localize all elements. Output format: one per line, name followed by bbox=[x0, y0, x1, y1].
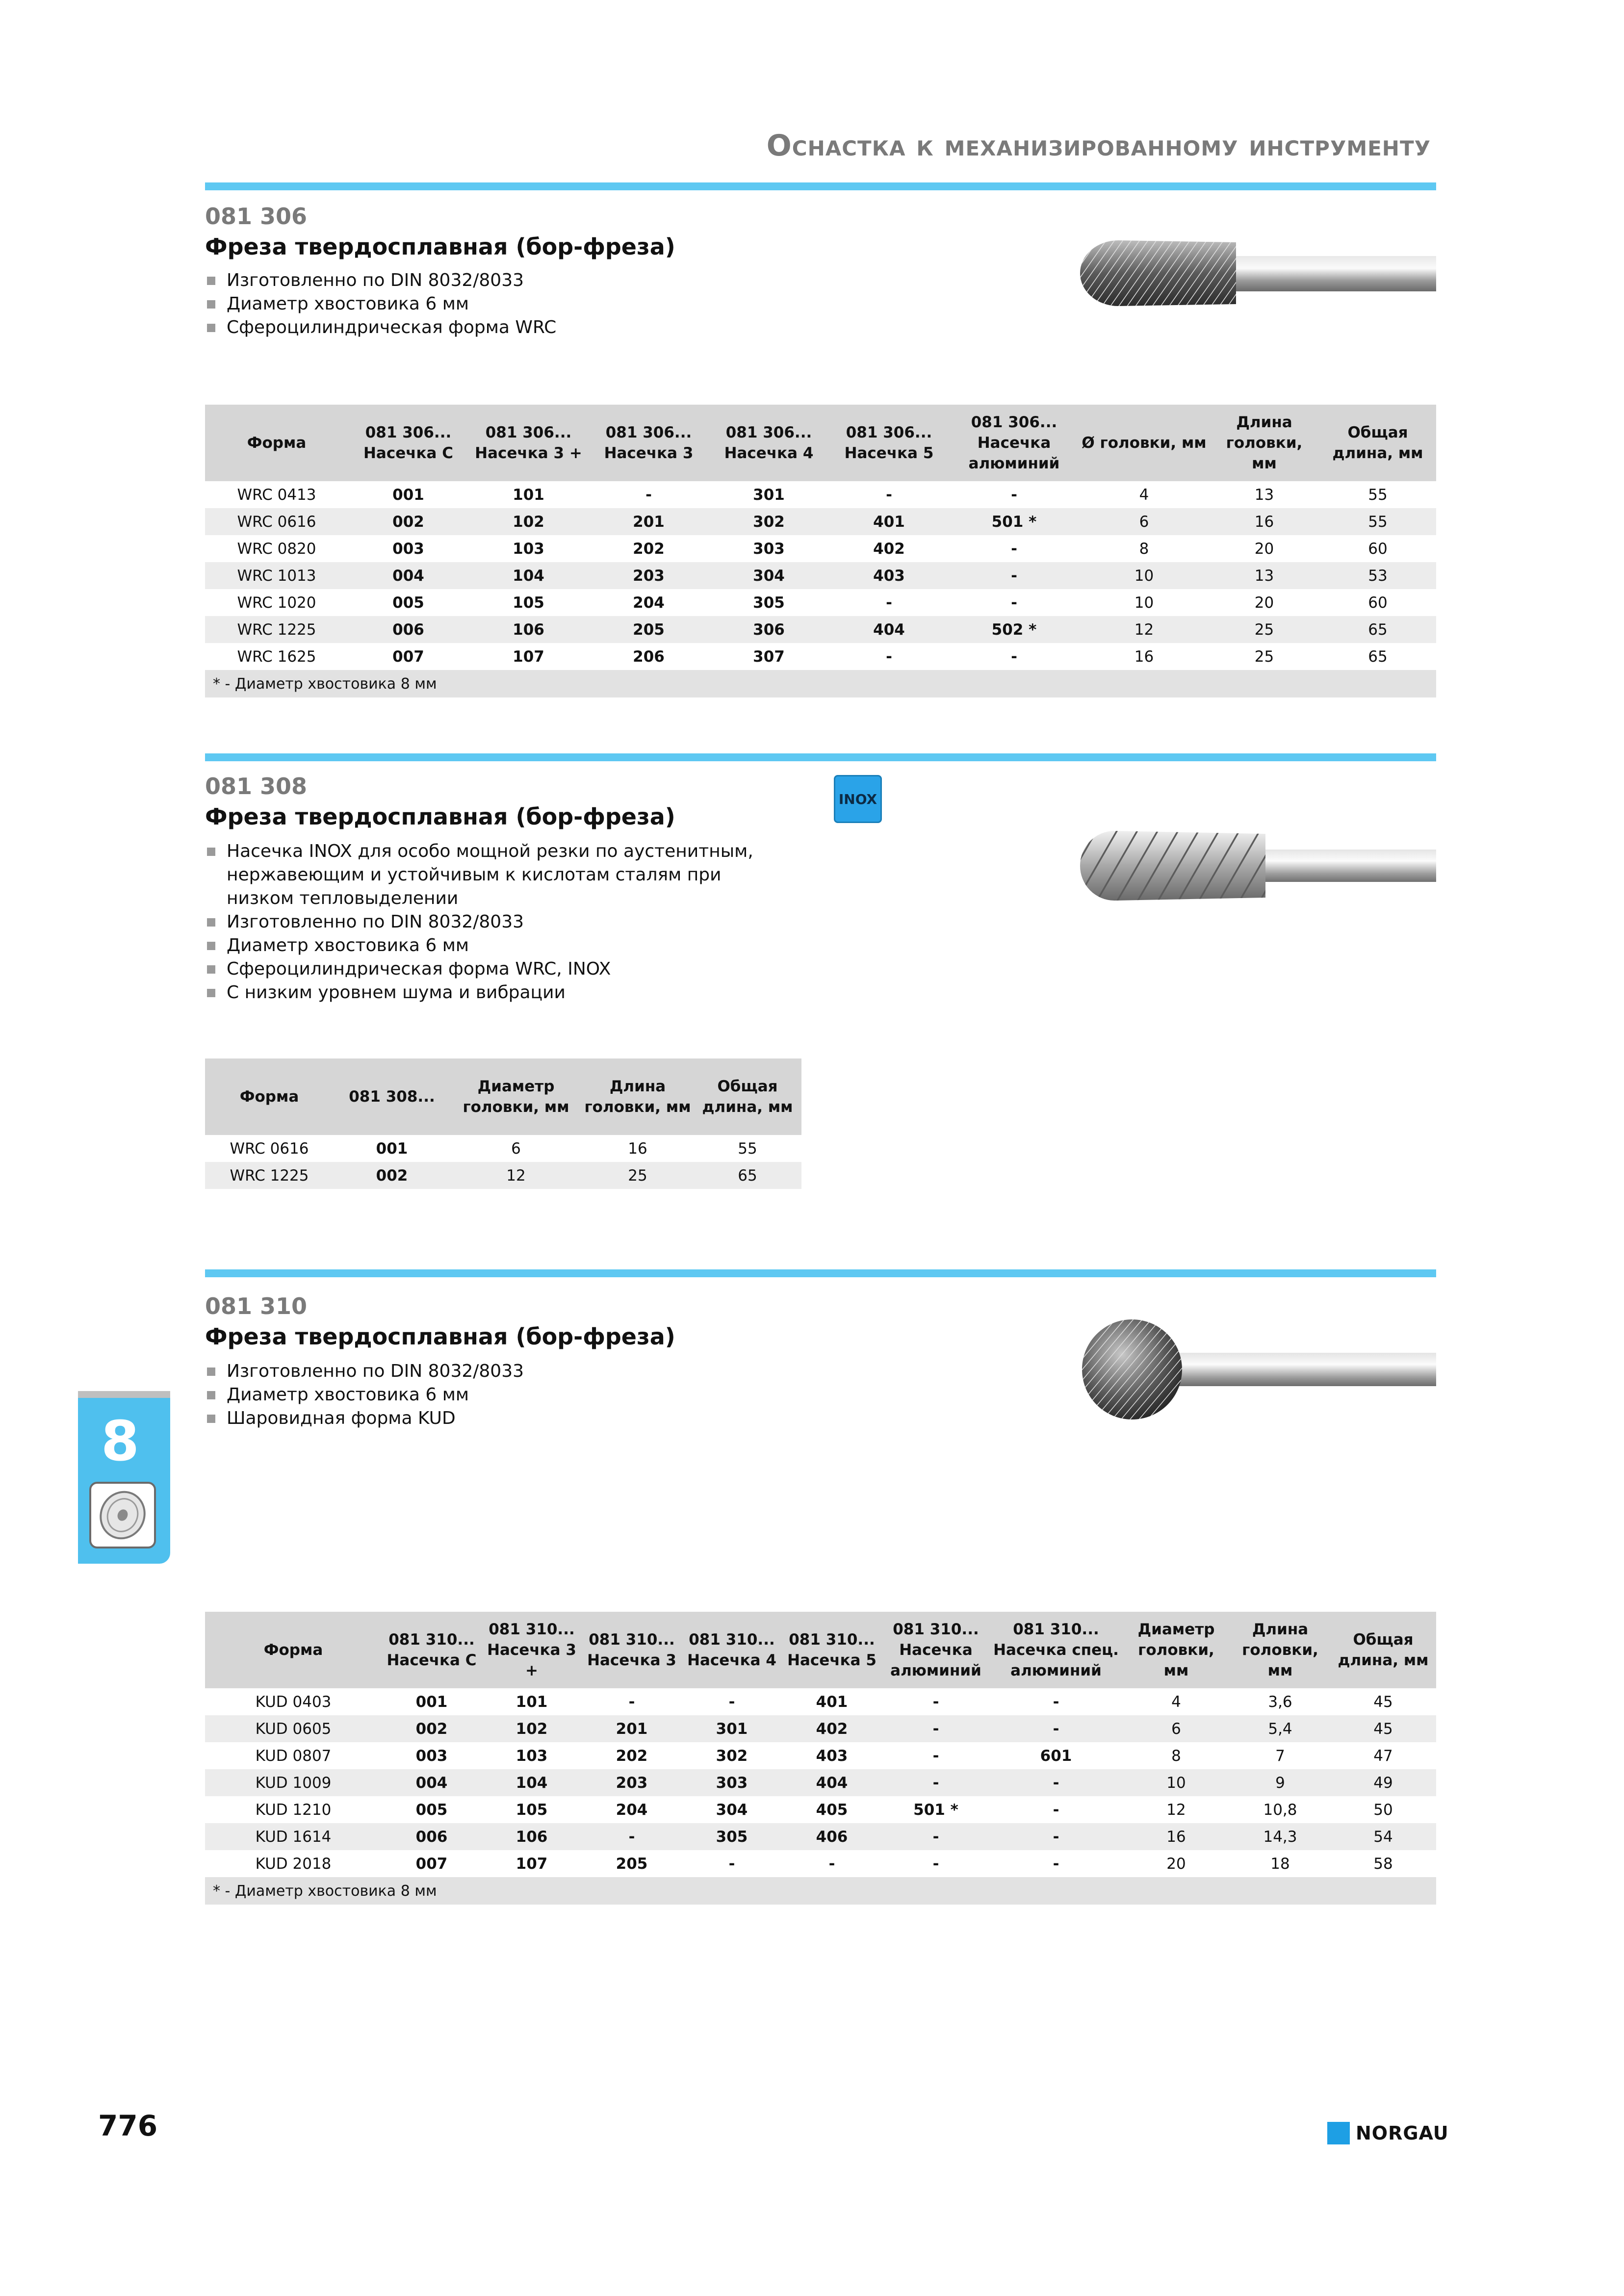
column-header: Длина головки, мм bbox=[1209, 405, 1319, 481]
column-header: 081 310... Насечка алюминий bbox=[882, 1612, 990, 1688]
table-cell: 001 bbox=[392, 486, 424, 504]
table-cell: 102 bbox=[482, 1715, 582, 1742]
table-cell: - bbox=[728, 1855, 735, 1873]
table-cell: 45 bbox=[1330, 1715, 1436, 1742]
table-cell: 004 bbox=[348, 562, 468, 589]
table-cell: 203 bbox=[582, 1769, 682, 1796]
table-cell: - bbox=[990, 1715, 1122, 1742]
table-row bbox=[205, 643, 1436, 670]
column-header: Общая длина, мм bbox=[1319, 405, 1436, 481]
table-cell: 001 bbox=[415, 1693, 448, 1711]
table-header-row bbox=[205, 1612, 1436, 1688]
table-row bbox=[205, 535, 1436, 562]
section-code: 081 310 bbox=[205, 1293, 308, 1319]
table-cell: 101 bbox=[513, 486, 544, 504]
table-cell: - bbox=[1011, 593, 1017, 612]
table-cell: 13 bbox=[1209, 562, 1319, 589]
table-cell: 55 bbox=[1368, 486, 1388, 504]
table-cell: - bbox=[949, 562, 1079, 589]
table-cell: 001 bbox=[376, 1139, 408, 1158]
table-cell: 303 bbox=[682, 1769, 782, 1796]
table-cell: 402 bbox=[873, 540, 905, 558]
table-cell: - bbox=[1011, 647, 1017, 666]
table-row bbox=[205, 1742, 1436, 1769]
feature-item: Насечка INOX для особо мощной резки по аустенитным, нержавеющим и устойчивым к кислотам сталям при низком тепловыделении bbox=[205, 840, 784, 910]
column-header: 081 310... Насечка С bbox=[382, 1612, 482, 1688]
table-cell: 16 bbox=[1122, 1823, 1230, 1850]
table-header-row bbox=[205, 1058, 801, 1135]
table-cell: 45 bbox=[1373, 1693, 1393, 1711]
table-cell: 101 bbox=[516, 1693, 548, 1711]
table-cell: 203 bbox=[589, 562, 709, 589]
chapter-tab[interactable] bbox=[78, 1391, 170, 1564]
table-cell: 007 bbox=[392, 647, 424, 666]
table-cell: WRC 1013 bbox=[205, 562, 348, 589]
table-cell: 20 bbox=[1166, 1855, 1186, 1873]
table-cell: - bbox=[886, 486, 892, 504]
table-cell: 12 bbox=[1079, 616, 1209, 643]
table-cell: 305 bbox=[682, 1823, 782, 1850]
column-header: Длина головки, мм bbox=[582, 1058, 694, 1135]
table-row bbox=[205, 481, 1436, 508]
table-cell: 205 bbox=[616, 1855, 648, 1873]
table-cell: 10 bbox=[1122, 1769, 1230, 1796]
table-cell: 002 bbox=[348, 508, 468, 535]
table-cell: 007 bbox=[415, 1855, 448, 1873]
section-title: Фреза твердосплавная (бор-фреза) bbox=[205, 1323, 675, 1350]
section-divider-bar bbox=[205, 1269, 1436, 1277]
table-row bbox=[205, 1162, 801, 1189]
table-cell: 006 bbox=[382, 1823, 482, 1850]
table-cell: 25 bbox=[1254, 647, 1274, 666]
column-header: Диаметр головки, мм bbox=[450, 1058, 582, 1135]
feature-list bbox=[205, 840, 784, 1005]
table-cell: 105 bbox=[513, 593, 544, 612]
table-cell: 20 bbox=[1254, 593, 1274, 612]
table-cell: 25 bbox=[582, 1162, 694, 1189]
table-row bbox=[205, 1823, 1436, 1850]
column-header: Форма bbox=[205, 1058, 334, 1135]
table-cell: 105 bbox=[516, 1801, 548, 1819]
table-cell: 102 bbox=[468, 508, 589, 535]
column-header: Общая длина, мм bbox=[1330, 1612, 1436, 1688]
grinding-disc-icon bbox=[89, 1481, 156, 1549]
section-title: Фреза твердосплавная (бор-фреза) bbox=[205, 803, 675, 830]
table-cell: 202 bbox=[616, 1747, 648, 1765]
table-cell: 60 bbox=[1368, 593, 1388, 612]
table-cell: 201 bbox=[589, 508, 709, 535]
bur-ball-image bbox=[1074, 1315, 1436, 1422]
table-cell: KUD 0403 bbox=[255, 1693, 332, 1711]
table-cell: 306 bbox=[709, 616, 829, 643]
column-header: 081 310... Насечка 4 bbox=[682, 1612, 782, 1688]
table-row bbox=[205, 1769, 1436, 1796]
table-cell: 307 bbox=[753, 647, 785, 666]
table-cell: 4 bbox=[1171, 1693, 1181, 1711]
table-cell: 55 bbox=[1319, 508, 1436, 535]
table-cell: 58 bbox=[1373, 1855, 1393, 1873]
table-cell: 301 bbox=[682, 1715, 782, 1742]
column-header: Общая длина, мм bbox=[694, 1058, 801, 1135]
table-row bbox=[205, 508, 1436, 535]
table-cell: - bbox=[882, 1715, 990, 1742]
table-header-row bbox=[205, 405, 1436, 481]
table-cell: - bbox=[882, 1769, 990, 1796]
table-cell: 8 bbox=[1171, 1747, 1181, 1765]
column-header: 081 310... Насечка 3 + bbox=[482, 1612, 582, 1688]
table-cell: 12 bbox=[1166, 1801, 1186, 1819]
table-cell: 205 bbox=[589, 616, 709, 643]
table-cell: 006 bbox=[348, 616, 468, 643]
table-cell: 18 bbox=[1270, 1855, 1290, 1873]
table-cell: - bbox=[990, 1823, 1122, 1850]
table-cell: 301 bbox=[753, 486, 785, 504]
table-row bbox=[205, 589, 1436, 616]
feature-item: Диаметр хвостовика 6 мм bbox=[205, 934, 784, 957]
feature-list bbox=[205, 269, 843, 339]
table-cell: 10 bbox=[1134, 593, 1154, 612]
section-title: Фреза твердосплавная (бор-фреза) bbox=[205, 233, 675, 260]
table-cell: 501 * bbox=[913, 1801, 958, 1819]
table-cell: - bbox=[1053, 1855, 1059, 1873]
column-header: 081 306... Насечка С bbox=[348, 405, 468, 481]
table-cell: 401 bbox=[816, 1693, 848, 1711]
table-cell: 12 bbox=[450, 1162, 582, 1189]
table-cell: 106 bbox=[482, 1823, 582, 1850]
table-cell: WRC 0413 bbox=[237, 486, 316, 504]
table-cell: 104 bbox=[482, 1769, 582, 1796]
table-cell: 204 bbox=[616, 1801, 648, 1819]
table-cell: 8 bbox=[1139, 540, 1149, 558]
column-header: 081 306... Насечка 3 + bbox=[468, 405, 589, 481]
table-cell: 002 bbox=[334, 1162, 450, 1189]
table-cell: 406 bbox=[782, 1823, 882, 1850]
table-cell: - bbox=[886, 593, 892, 612]
table-cell: - bbox=[582, 1823, 682, 1850]
table-cell: 107 bbox=[516, 1855, 548, 1873]
table-cell: 302 bbox=[709, 508, 829, 535]
table-cell: 65 bbox=[694, 1162, 801, 1189]
table-cell: - bbox=[1011, 540, 1017, 558]
column-header: Форма bbox=[205, 1612, 382, 1688]
table-row bbox=[205, 562, 1436, 589]
table-row bbox=[205, 1715, 1436, 1742]
table-cell: 303 bbox=[753, 540, 785, 558]
table-cell: WRC 1225 bbox=[205, 616, 348, 643]
feature-item: Диаметр хвостовика 6 мм bbox=[205, 292, 843, 316]
brand-logo bbox=[1327, 2122, 1449, 2144]
table-cell: KUD 0605 bbox=[205, 1715, 382, 1742]
table-cell: KUD 2018 bbox=[255, 1855, 332, 1873]
table-cell: - bbox=[932, 1855, 939, 1873]
spec-table-081-310 bbox=[205, 1612, 1436, 1905]
column-header: 081 310... Насечка спец. алюминий bbox=[990, 1612, 1122, 1688]
column-header: Ø головки, мм bbox=[1079, 405, 1209, 481]
table-cell: 004 bbox=[382, 1769, 482, 1796]
table-note-row bbox=[205, 670, 1436, 697]
table-cell: 107 bbox=[513, 647, 544, 666]
table-cell: 601 bbox=[1040, 1747, 1072, 1765]
table-cell: - bbox=[628, 1693, 635, 1711]
table-cell: 304 bbox=[716, 1801, 748, 1819]
table-cell: 202 bbox=[633, 540, 665, 558]
column-header: Длина головки, мм bbox=[1230, 1612, 1330, 1688]
table-cell: 65 bbox=[1368, 647, 1388, 666]
table-cell: - bbox=[1053, 1693, 1059, 1711]
table-row bbox=[205, 1850, 1436, 1877]
table-cell: KUD 0807 bbox=[255, 1747, 332, 1765]
table-cell: 3,6 bbox=[1268, 1693, 1292, 1711]
feature-item: Изготовленно по DIN 8032/8033 bbox=[205, 910, 784, 934]
table-cell: - bbox=[1053, 1801, 1059, 1819]
brand-name: NORGAU bbox=[1356, 2122, 1449, 2144]
table-cell: - bbox=[1011, 486, 1017, 504]
table-row bbox=[205, 1135, 801, 1162]
inox-badge: INOX bbox=[834, 775, 882, 823]
table-cell: KUD 1614 bbox=[205, 1823, 382, 1850]
feature-item: Сфероцилиндрическая форма WRC bbox=[205, 316, 843, 339]
table-cell: 404 bbox=[829, 616, 949, 643]
table-cell: 103 bbox=[516, 1747, 548, 1765]
table-cell: 103 bbox=[513, 540, 544, 558]
header-accent-bar bbox=[205, 182, 1436, 190]
table-cell: 402 bbox=[782, 1715, 882, 1742]
feature-item: Изготовленно по DIN 8032/8033 bbox=[205, 269, 843, 292]
table-cell: 16 bbox=[1134, 647, 1154, 666]
column-header: Форма bbox=[205, 405, 348, 481]
column-header: 081 310... Насечка 3 bbox=[582, 1612, 682, 1688]
bur-cylindrical-ball-image bbox=[1079, 231, 1436, 316]
section-code: 081 306 bbox=[205, 203, 308, 230]
table-cell: 14,3 bbox=[1230, 1823, 1330, 1850]
column-header: 081 308... bbox=[334, 1058, 450, 1135]
table-row bbox=[205, 616, 1436, 643]
table-cell: 13 bbox=[1254, 486, 1274, 504]
table-cell: 16 bbox=[1209, 508, 1319, 535]
table-cell: 003 bbox=[415, 1747, 448, 1765]
column-header: 081 306... Насечка 5 bbox=[829, 405, 949, 481]
table-cell: 65 bbox=[1319, 616, 1436, 643]
feature-list bbox=[205, 1360, 843, 1430]
spec-table-081-306 bbox=[205, 405, 1436, 697]
table-cell: WRC 1625 bbox=[237, 647, 316, 666]
feature-item: Сфероцилиндрическая форма WRC, INOX bbox=[205, 957, 784, 981]
table-cell: 401 bbox=[829, 508, 949, 535]
table-cell: 002 bbox=[382, 1715, 482, 1742]
table-cell: 47 bbox=[1373, 1747, 1393, 1765]
table-cell: 206 bbox=[633, 647, 665, 666]
table-cell: WRC 0820 bbox=[237, 540, 316, 558]
table-cell: 7 bbox=[1275, 1747, 1285, 1765]
column-header: 081 310... Насечка 5 bbox=[782, 1612, 882, 1688]
chapter-number: 8 bbox=[101, 1410, 139, 1473]
table-cell: 005 bbox=[415, 1801, 448, 1819]
table-cell: 4 bbox=[1139, 486, 1149, 504]
page-number: 776 bbox=[98, 2109, 158, 2142]
table-cell: 404 bbox=[782, 1769, 882, 1796]
table-cell: 302 bbox=[716, 1747, 748, 1765]
table-cell: 501 * bbox=[949, 508, 1079, 535]
table-cell: KUD 1210 bbox=[255, 1801, 332, 1819]
table-cell: 49 bbox=[1330, 1769, 1436, 1796]
table-cell: 502 * bbox=[949, 616, 1079, 643]
table-cell: - bbox=[990, 1769, 1122, 1796]
table-cell: 10 bbox=[1079, 562, 1209, 589]
table-cell: 16 bbox=[628, 1139, 647, 1158]
table-cell: 10,8 bbox=[1263, 1801, 1297, 1819]
table-cell: 104 bbox=[468, 562, 589, 589]
feature-item: Изготовленно по DIN 8032/8033 bbox=[205, 1360, 843, 1383]
table-cell: 25 bbox=[1209, 616, 1319, 643]
table-cell: 54 bbox=[1330, 1823, 1436, 1850]
table-cell: 106 bbox=[468, 616, 589, 643]
table-cell: 60 bbox=[1368, 540, 1388, 558]
table-cell: 305 bbox=[753, 593, 785, 612]
table-cell: 003 bbox=[392, 540, 424, 558]
spec-table-081-308 bbox=[205, 1058, 801, 1189]
table-cell: 201 bbox=[582, 1715, 682, 1742]
column-header: 081 306... Насечка 4 bbox=[709, 405, 829, 481]
table-row bbox=[205, 1688, 1436, 1715]
table-cell: 53 bbox=[1319, 562, 1436, 589]
column-header: 081 306... Насечка 3 bbox=[589, 405, 709, 481]
feature-item: С низким уровнем шума и вибрации bbox=[205, 981, 784, 1005]
table-footnote: * - Диаметр хвостовика 8 мм bbox=[205, 670, 1436, 697]
table-row bbox=[205, 1796, 1436, 1823]
table-cell: - bbox=[728, 1693, 735, 1711]
table-cell: WRC 0616 bbox=[230, 1139, 309, 1158]
section-divider-bar bbox=[205, 753, 1436, 761]
table-cell: 9 bbox=[1230, 1769, 1330, 1796]
feature-item: Шаровидная форма KUD bbox=[205, 1407, 843, 1430]
table-cell: 55 bbox=[738, 1139, 757, 1158]
table-cell: 6 bbox=[1079, 508, 1209, 535]
table-cell: 6 bbox=[1122, 1715, 1230, 1742]
table-cell: 403 bbox=[829, 562, 949, 589]
bur-inox-image bbox=[1079, 824, 1436, 907]
table-cell: 304 bbox=[709, 562, 829, 589]
table-cell: 50 bbox=[1373, 1801, 1393, 1819]
table-cell: 405 bbox=[816, 1801, 848, 1819]
table-cell: WRC 0616 bbox=[205, 508, 348, 535]
table-cell: KUD 1009 bbox=[205, 1769, 382, 1796]
table-cell: - bbox=[882, 1823, 990, 1850]
table-footnote: * - Диаметр хвостовика 8 мм bbox=[205, 1877, 1436, 1905]
table-cell: 20 bbox=[1254, 540, 1274, 558]
section-code: 081 308 bbox=[205, 773, 308, 800]
table-cell: WRC 1225 bbox=[205, 1162, 334, 1189]
chapter-title: Оснастка к механизированному инструменту bbox=[766, 129, 1431, 163]
table-cell: 204 bbox=[633, 593, 665, 612]
table-cell: 005 bbox=[392, 593, 424, 612]
feature-item: Диаметр хвостовика 6 мм bbox=[205, 1383, 843, 1407]
column-header: 081 306... Насечка алюминий bbox=[949, 405, 1079, 481]
table-note-row bbox=[205, 1877, 1436, 1905]
table-cell: - bbox=[932, 1693, 939, 1711]
table-cell: - bbox=[645, 486, 652, 504]
table-cell: 5,4 bbox=[1230, 1715, 1330, 1742]
table-cell: 6 bbox=[511, 1139, 521, 1158]
column-header: Диаметр головки, мм bbox=[1122, 1612, 1230, 1688]
table-cell: - bbox=[828, 1855, 835, 1873]
table-cell: WRC 1020 bbox=[237, 593, 316, 612]
brand-square-icon bbox=[1327, 2122, 1350, 2144]
table-cell: - bbox=[932, 1747, 939, 1765]
table-cell: 403 bbox=[816, 1747, 848, 1765]
table-cell: - bbox=[886, 647, 892, 666]
